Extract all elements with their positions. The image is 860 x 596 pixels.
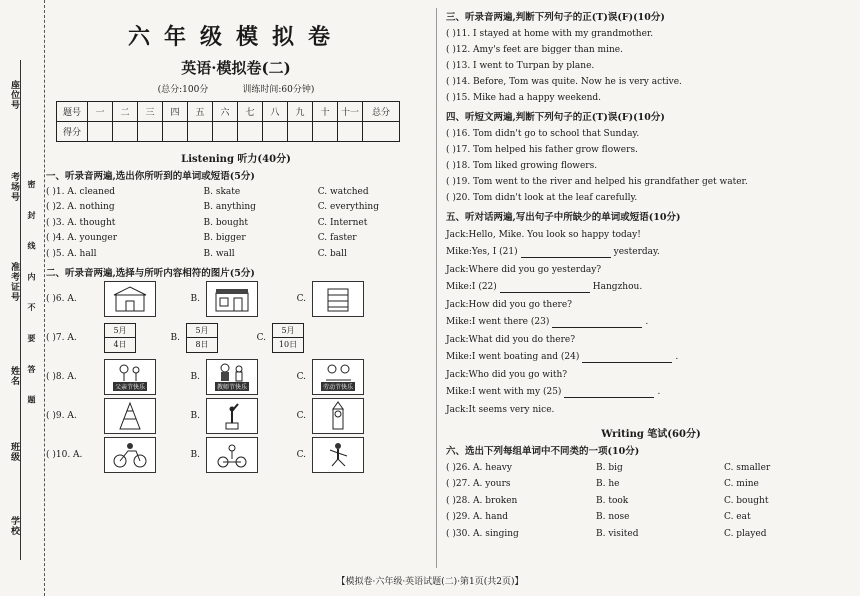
dialogue-tail: yesterday. (613, 247, 660, 258)
calendar-month: 5月 (105, 324, 135, 338)
word-group-row (446, 476, 856, 493)
statement-row (446, 174, 856, 190)
question-number[interactable]: ( )6. A. (46, 293, 77, 304)
calendar-day: 8日 (195, 339, 209, 349)
calendar-day: 10日 (278, 339, 298, 349)
word-option: B. nose (596, 512, 630, 523)
statement-row (446, 158, 856, 174)
section-2-title: 二、听录音两遍,选择与所听内容相符的图片(5分) (46, 267, 255, 279)
option-label: B. (190, 410, 200, 421)
seal-warning: 密 封 线 内 不 要 答 题 (27, 180, 37, 414)
calendar-month: 5月 (187, 324, 217, 338)
word-option: C. eat (724, 512, 751, 523)
question-number[interactable]: ( )9. A. (46, 410, 77, 421)
page-footer: 【模拟卷·六年级·英语试题(二)·第1页(共2页)】 (336, 577, 524, 587)
statement-row (446, 142, 856, 158)
statement-row (446, 26, 856, 42)
score-header-cell: 十一 (338, 102, 363, 122)
score-header-cell: 六 (213, 102, 238, 122)
option-text[interactable]: ( )3. A. thought (46, 217, 116, 228)
statement-row (446, 90, 856, 106)
score-input-cell[interactable] (238, 122, 263, 142)
word-option: C. smaller (724, 462, 771, 473)
section-1-list (46, 184, 426, 262)
option-text: C. everything (317, 202, 379, 213)
dialogue-text: Jack:How did you go there? (446, 299, 572, 310)
calendar-icon (186, 323, 218, 353)
score-header-cell: 三 (138, 102, 163, 122)
seat-label: 座位号 (9, 80, 19, 110)
calendar-icon (104, 323, 136, 353)
dialogue-line (446, 279, 856, 297)
dialogue-tail: Hangzhou. (592, 282, 643, 293)
picture-caption: 父亲节快乐 (114, 384, 145, 391)
word-option: C. bought (724, 495, 769, 506)
page-subtitle: 英语·模拟卷(二) (181, 59, 291, 77)
option-text[interactable]: ( )5. A. hall (46, 248, 97, 259)
statement-text[interactable]: ( )18. Tom liked growing flowers. (446, 161, 598, 171)
statement-text[interactable]: ( )11. I stayed at home with my grandmother. (446, 29, 654, 39)
score-header-cell: 七 (238, 102, 263, 122)
dialogue-text: Jack:It seems very nice. (446, 404, 555, 415)
school-label: 学校 (9, 516, 19, 536)
score-table (56, 101, 400, 142)
score-input-cell[interactable] (163, 122, 188, 142)
word-option: B. he (596, 479, 620, 490)
score-input-cell[interactable] (138, 122, 163, 142)
question-row (46, 184, 426, 200)
score-input-cell[interactable] (288, 122, 313, 142)
word-option[interactable]: ( )29. A. hand (446, 512, 508, 523)
dialogue-line (446, 296, 856, 314)
picture-question-row (46, 320, 426, 356)
statement-row (446, 126, 856, 142)
answer-blank[interactable] (552, 317, 642, 328)
answer-blank[interactable] (521, 247, 611, 258)
answer-blank[interactable] (500, 282, 590, 293)
option-text: C. watched (317, 186, 369, 197)
dialogue-line (446, 226, 856, 244)
word-option[interactable]: ( )26. A. heavy (446, 462, 512, 473)
score-input-cell[interactable] (263, 122, 288, 142)
eiffel-tower-icon (104, 398, 156, 434)
option-label: B. (190, 371, 200, 382)
skating-icon (312, 437, 364, 473)
statement-text[interactable]: ( )19. Tom went to the river and helped his grandfather get water. (446, 177, 748, 187)
page-title: 六年级模拟卷 (127, 24, 344, 50)
word-option: B. big (596, 462, 623, 473)
building-icon (104, 281, 156, 317)
option-text: B. skate (203, 186, 241, 197)
word-group-row (446, 493, 856, 510)
statement-row (446, 42, 856, 58)
dialogue-line (446, 244, 856, 262)
left-column (46, 6, 426, 566)
dialogue-text: Mike:Yes, I (21) (446, 247, 518, 258)
exam-room-label: 考场号 (9, 172, 19, 202)
option-text: B. anything (203, 202, 256, 213)
picture-caption: 劳动节快乐 (322, 384, 353, 391)
right-column (446, 6, 856, 566)
picture-question-row (46, 281, 426, 317)
dialogue-line (446, 261, 856, 279)
cycling-icon (206, 437, 258, 473)
option-label: B. (170, 332, 180, 343)
office-icon (312, 281, 364, 317)
fathers-day-icon (104, 359, 156, 395)
dialogue-text: Jack:Hello, Mike. You look so happy today! (446, 229, 641, 240)
statement-text[interactable]: ( )12. Amy's feet are bigger than mine. (446, 45, 623, 55)
section-5-dialogue (446, 226, 856, 419)
workers-day-icon (312, 359, 364, 395)
section-4-list (446, 126, 856, 206)
big-ben-icon (312, 398, 364, 434)
answer-blank[interactable] (582, 352, 672, 363)
dialogue-text: Mike:I went with my (25) (446, 387, 562, 398)
score-header-cell: 总分 (363, 102, 400, 122)
statement-text[interactable]: ( )13. I went to Turpan by plane. (446, 61, 595, 71)
word-option: C. played (724, 528, 767, 539)
option-label: C. (296, 371, 306, 382)
shop-icon (206, 281, 258, 317)
question-number[interactable]: ( )10. A. (46, 449, 83, 460)
word-group-row (446, 509, 856, 526)
section-3-title: 三、听录音两遍,判断下列句子的正(T)误(F)(10分) (446, 12, 665, 23)
option-text[interactable]: ( )1. A. cleaned (46, 186, 116, 197)
dialogue-text: Jack:Where did you go yesterday? (446, 264, 602, 275)
question-row (46, 246, 426, 262)
dialogue-text: Mike:I went boating and (24) (446, 352, 580, 363)
word-group-row (446, 460, 856, 477)
option-text: C. ball (317, 248, 347, 259)
score-header-cell: 五 (188, 102, 213, 122)
score-header-cell: 八 (263, 102, 288, 122)
word-option[interactable]: ( )30. A. singing (446, 528, 519, 539)
score-input-cell[interactable] (88, 122, 113, 142)
statement-row (446, 190, 856, 206)
time-limit: 训练时间:60分钟) (242, 85, 315, 95)
option-text[interactable]: ( )2. A. nothing (46, 202, 115, 213)
option-text: B. bigger (203, 233, 246, 244)
dialogue-text: Mike:I (22) (446, 282, 497, 293)
option-label: B. (190, 449, 200, 460)
section-4-title: 四、听短文两遍,判断下列句子的正(T)误(F)(10分) (446, 112, 665, 123)
picture-question-row (46, 398, 426, 434)
score-input-cell[interactable] (113, 122, 138, 142)
section-3-list (446, 26, 856, 106)
dialogue-tail: . (657, 387, 661, 398)
listening-title: Listening 听力(40分) (181, 154, 291, 165)
score-header-cell: 二 (113, 102, 138, 122)
score-input-cell[interactable] (188, 122, 213, 142)
dialogue-text: Jack:Who did you go with? (446, 369, 568, 380)
word-option: B. took (596, 495, 629, 506)
option-text: C. Internet (317, 217, 368, 228)
statement-text[interactable]: ( )15. Mike had a happy weekend. (446, 93, 601, 103)
dialogue-line (446, 314, 856, 332)
score-input-cell[interactable] (213, 122, 238, 142)
score-input-cell[interactable] (313, 122, 338, 142)
section-2-list (46, 281, 426, 473)
calendar-icon (272, 323, 304, 353)
word-option[interactable]: ( )28. A. broken (446, 495, 518, 506)
question-number[interactable]: ( )8. A. (46, 371, 77, 382)
dialogue-tail: . (645, 317, 649, 328)
word-option: B. visited (596, 528, 639, 539)
statement-text[interactable]: ( )16. Tom didn't go to school that Sunday. (446, 129, 640, 139)
student-no-label: 准考证号 (9, 262, 19, 302)
question-row (46, 231, 426, 247)
picture-question-row (46, 359, 426, 395)
option-text: C. faster (317, 233, 357, 244)
section-6-title: 六、选出下列每组单词中不同类的一项(10分) (446, 445, 640, 457)
section-5-title: 五、听对话两遍,写出句子中所缺少的单词或短语(10分) (446, 212, 681, 223)
score-input-cell[interactable] (363, 122, 400, 142)
dialogue-line (446, 384, 856, 402)
score-header-cell: 题号 (57, 102, 88, 122)
word-group-row (446, 526, 856, 543)
dialogue-tail: . (675, 352, 679, 363)
option-label: B. (190, 293, 200, 304)
total-score: (总分:100分 (157, 85, 209, 95)
option-text: B. bought (203, 217, 249, 228)
question-row (46, 215, 426, 231)
class-label: 班级 (9, 442, 19, 462)
binding-strip (0, 0, 45, 596)
option-label: C. (296, 293, 306, 304)
option-label: C. (256, 332, 266, 343)
score-header-cell: 四 (163, 102, 188, 122)
statue-of-liberty-icon (206, 398, 258, 434)
option-text: B. wall (203, 248, 235, 259)
statement-text[interactable]: ( )14. Before, Tom was quite. Now he is very active. (446, 77, 682, 87)
option-label: C. (296, 410, 306, 421)
statement-text[interactable]: ( )20. Tom didn't look at the leaf carefully. (446, 193, 638, 203)
question-number[interactable]: ( )7. A. (46, 332, 77, 343)
name-label: 姓名 (9, 366, 19, 386)
score-header-cell: 一 (88, 102, 113, 122)
answer-blank[interactable] (564, 387, 654, 398)
word-option[interactable]: ( )27. A. yours (446, 479, 511, 490)
section-1-title: 一、听录音两遍,选出你所听到的单词或短语(5分) (46, 171, 255, 182)
calendar-day: 4日 (113, 339, 127, 349)
calendar-month: 5月 (273, 324, 303, 338)
score-header-cell: 十 (313, 102, 338, 122)
dialogue-text: Mike:I went there (23) (446, 317, 550, 328)
section-6-list (446, 460, 856, 543)
dialogue-line (446, 401, 856, 419)
dialogue-line (446, 349, 856, 367)
picture-caption: 教师节快乐 (216, 384, 247, 391)
bike-icon (104, 437, 156, 473)
dialogue-line (446, 331, 856, 349)
dialogue-text: Jack:What did you do there? (446, 334, 576, 345)
teachers-day-icon (206, 359, 258, 395)
statement-row (446, 74, 856, 90)
statement-text[interactable]: ( )17. Tom helped his father grow flowers. (446, 145, 638, 155)
word-option: C. mine (724, 479, 759, 490)
statement-row (446, 58, 856, 74)
score-label-cell: 得分 (57, 122, 88, 142)
question-row (46, 200, 426, 216)
score-header-cell: 九 (288, 102, 313, 122)
writing-title: Writing 笔试(60分) (601, 428, 701, 440)
option-label: C. (296, 449, 306, 460)
picture-question-row (46, 437, 426, 473)
option-text[interactable]: ( )4. A. younger (46, 233, 118, 244)
score-input-cell[interactable] (338, 122, 363, 142)
dialogue-line (446, 366, 856, 384)
